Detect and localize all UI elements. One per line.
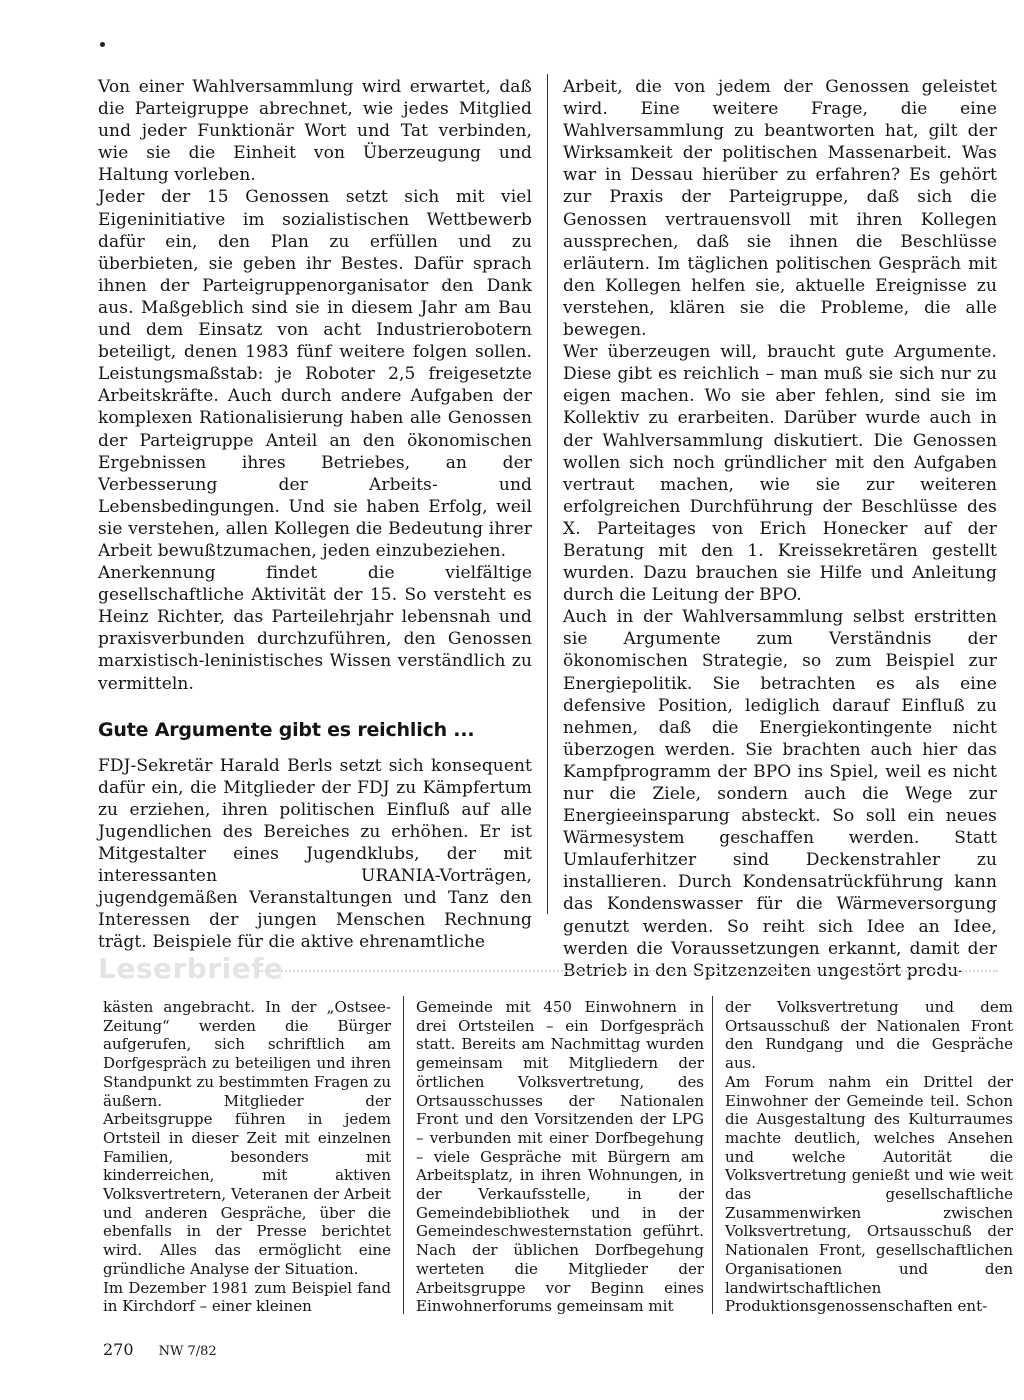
section-heading: Gute Argumente gibt es reichlich ... xyxy=(98,718,475,741)
paragraph: Arbeit, die von jedem der Genossen geleistet wird. Eine weitere Frage, die eine Wahlversammlung zu beantworten hat, gilt der Wirksamkeit der politischen Massenarbeit. Was war in Dessau hierüber zu erfahren? Es gehört zur Praxis der Parteigruppe, daß sich die Genossen vertrauensvoll mit ihren Kollegen aussprechen, daß sie ihnen die Beschlüsse erläutern. Im täglichen politischen Gespräch mit den Kollegen helfen sie, aktuelle Ereignisse zu verstehen, klären sie die Probleme, die alle bewegen. xyxy=(563,77,997,341)
paragraph: Jeder der 15 Genossen setzt sich mit viel Eigeninitiative im sozialistischen Wettbewerb dafür ein, den Plan zu erfüllen und zu überbieten, sie geben ihr Bestes. Dafür sprach ihnen der Parteigruppenorganisator den Dank aus. Maßgeblich sind sie in diesem Jahr am Bau und dem Einsatz von acht Industrierobotern beteiligt, denen 1983 fünf weitere folgen sollen. Leistungsmaßstab: je Roboter 2,5 freigesetzte Arbeitskräfte. Auch durch andere Aufgaben der komplexen Rationalisierung haben alle Genossen der Parteigruppe Anteil an den ökonomischen Ergebnissen ihres Betriebes, an der Verbesserung der Arbeits- und Lebensbedingungen. Und sie haben Erfolg, weil sie verstehen, allen Kollegen die Bedeutung ihrer Arbeit bewußtzumachen, jeden einzubeziehen. xyxy=(98,187,532,561)
journal-issue: NW 7/82 xyxy=(158,1344,217,1359)
column-divider xyxy=(547,74,548,914)
paragraph: Von einer Wahlversammlung wird erwartet, daß die Parteigruppe abrechnet, wie jedes Mitglied und jeder Funktionär Wort und Tat verbinden, wie sie die Einheit von Überzeugung und Haltung vorleben. xyxy=(98,77,532,186)
paragraph: Am Forum nahm ein Drittel der Einwohner der Gemeinde teil. Schon die Ausgestaltung des Kulturraumes machte deutlich, welches Ansehen und welche Autorität die Volksvertretung genießt und wie weit das gesellschaftliche Zusammenwirken zwischen Volksvertretung, Ortsausschuß der Nationalen Front, gesellschaftlichen Organisationen und den landwirtschaftlichen Produktionsgenossenschaften ent- xyxy=(725,1072,1013,1316)
paragraph: Anerkennung findet die vielfältige gesellschaftliche Aktivität der 15. So versteht es Heinz Richter, das Parteilehrjahr lebensnah und praxisverbunden durchzuführen, den Genossen marxistisch-leninistisches Wissen verständlich zu vermitteln. xyxy=(98,563,532,694)
article-left-column xyxy=(98,76,532,953)
paragraph: kästen angebracht. In der „Ostsee-Zeitung“ werden die Bürger aufgerufen, sich schriftlich am Dorfgespräch zu beteiligen und ihren Standpunkt zu bestimmten Fragen zu äußern. Mitglieder der Arbeitsgruppe führen in jedem Ortsteil in dieser Zeit mit einzelnen Familien, besonders mit kinderreichen, mit aktiven Volksvertretern, Veteranen der Arbeit und anderen Gespräche, über die ebenfalls in der Presse berichtet wird. Alles das ermöglicht eine gründliche Analyse der Situation. xyxy=(103,998,391,1278)
paragraph: Gemeinde mit 450 Einwohnern in drei Ortsteilen – ein Dorfgespräch statt. Bereits am Nachmittag wurden gemeinsam mit Mitgliedern der örtlichen Volksvertretung, des Ortsausschusses der Nationalen Front und den Vorsitzenden der LPG – verbunden mit einer Dorfbegehung – viele Gespräche mit Bürgern am Arbeitsplatz, in ihren Wohnungen, in der Verkaufsstelle, in der Gemeindebibliothek und in der Gemeindeschwesternstation geführt. Nach der üblichen Dorfbegehung werteten die Mitglieder der Arbeitsgruppe vor Beginn eines Einwohnerforums gemeinsam mit xyxy=(416,998,704,1316)
letters-section-header xyxy=(98,952,998,986)
paragraph: FDJ-Sekretär Harald Berls setzt sich konsequent dafür ein, die Mitglieder der FDJ zu Kämpfertum zu erziehen, ihren politischen Einfluß auf alle Jugendlichen des Bereiches zu erhöhen. Er ist Mitgestalter eines Jugendklubs, der mit interessanten URANIA-Vorträgen, jugendgemäßen Veranstaltungen und Tanz den Interessen der jungen Menschen Rechnung trägt. Beispiele für die aktive ehrenamtliche xyxy=(98,755,532,953)
bullet-mark xyxy=(100,42,105,47)
paragraph: Wer überzeugen will, braucht gute Argumente. Diese gibt es reichlich – man muß sie sich nur zu eigen machen. Wo sie aber fehlen, sind sie im Kollektiv zu erarbeiten. Darüber wurde auch in der Wahlversammlung diskutiert. Die Genossen wollen sich noch gründlicher mit den Aufgaben vertraut machen, wie sie zur weiteren erfolgreichen Durchführung der Beschlüsse des X. Parteitages von Erich Honecker auf der Beratung mit den 1. Kreissekretären gestellt wurden. Dazu brauchen sie Hilfe und Anleitung durch die Leitung der BPO. xyxy=(563,342,997,606)
letters-column-3 xyxy=(725,998,1013,1316)
article-right-column xyxy=(563,76,997,982)
column-divider xyxy=(712,996,713,1314)
section-rule xyxy=(258,970,998,972)
column-divider xyxy=(403,996,404,1314)
page-number: 270 xyxy=(103,1340,134,1359)
letters-column-2 xyxy=(416,998,704,1316)
paragraph: Auch in der Wahlversammlung selbst erstritten sie Argumente zum Verständnis der ökonomischen Strategie, so zum Beispiel zur Energiepolitik. Sie betrachten es als eine defensive Position, lediglich darauf Einfluß zu nehmen, daß die Energiekontingente nicht überzogen werden. Sie brachten auch hier das Kampfprogramm der BPO ins Spiel, weil es nicht nur die Ziele, sondern auch die Wege zur Energieeinsparung absteckt. So soll ein neues Wärmesystem geschaffen werden. Statt Umlauferhitzer sind Deckenstrahler zu installieren. Durch Kondensatrückführung kann das Kondenswasser für die Wärmeversorgung genutzt werden. So reiht sich Idee an Idee, werden die Voraussetzungen erkannt, damit der Betrieb in den Spitzenzeiten ungestört produ- xyxy=(563,607,997,981)
letters-section-label: Leserbriefe xyxy=(98,952,284,985)
letters-column-1 xyxy=(103,998,391,1316)
page-footer xyxy=(103,1340,217,1359)
paragraph: der Volksvertretung und dem Ortsausschuß der Nationalen Front den Rundgang und die Gespräche aus. xyxy=(725,998,1013,1073)
paragraph: Im Dezember 1981 zum Beispiel fand in Kirchdorf – einer kleinen xyxy=(103,1278,391,1316)
